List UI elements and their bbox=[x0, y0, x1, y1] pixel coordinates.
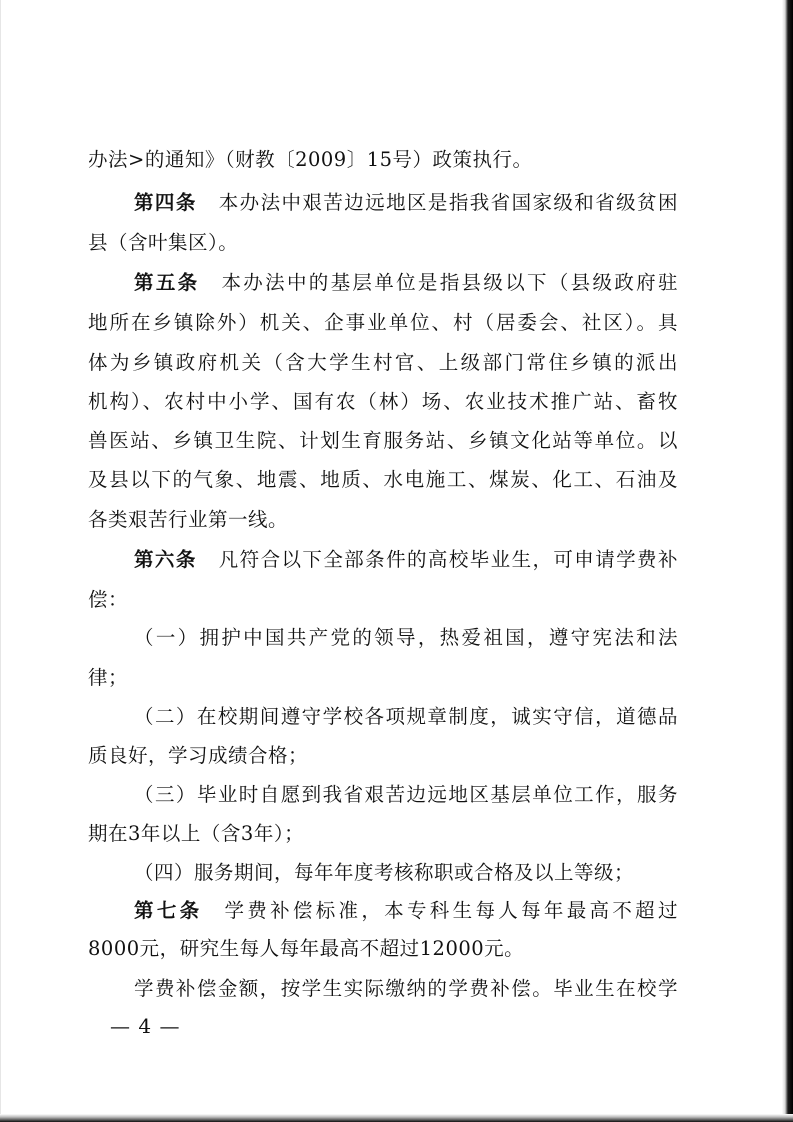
text-line: 机构）、农村中小学、国有农（林）场、农业技术推广站、畜牧 bbox=[88, 390, 678, 413]
text-line: 体为乡镇政府机关（含大学生村官、上级部门常住乡镇的派出 bbox=[88, 351, 678, 374]
article-heading: 第六条 bbox=[134, 548, 197, 571]
article-4-heading-line: 第四条 本办法中艰苦边远地区是指我省国家级和省级贫困 bbox=[134, 191, 678, 214]
text-line: 各类艰苦行业第一线。 bbox=[88, 508, 289, 531]
condition-2-line: （二）在校期间遵守学校各项规章制度，诚实守信，道德品 bbox=[134, 705, 678, 728]
article-7-heading-line: 第七条 学费补偿标准，本专科生每人每年最高不超过 bbox=[134, 899, 678, 922]
text-line: 学费补偿金额，按学生实际缴纳的学费补偿。毕业生在校学 bbox=[134, 977, 678, 1000]
text-line: 律； bbox=[88, 666, 129, 689]
article-heading: 第七条 bbox=[134, 899, 203, 922]
text-line: 8000元，研究生每人每年最高不超过12000元。 bbox=[88, 937, 525, 960]
text-line: 兽医站、乡镇卫生院、计划生育服务站、乡镇文化站等单位。以 bbox=[88, 429, 678, 452]
article-heading: 第四条 bbox=[134, 191, 197, 214]
condition-3-line: （三）毕业时自愿到我省艰苦边远地区基层单位工作，服务 bbox=[134, 783, 678, 806]
text-line: 期在3年以上（含3年）； bbox=[88, 822, 305, 845]
scan-bottom-edge bbox=[0, 1114, 793, 1122]
condition-1-line: （一）拥护中国共产党的领导，热爱祖国，遵守宪法和法 bbox=[134, 626, 678, 649]
scan-right-edge bbox=[782, 0, 793, 1122]
article-5-heading-line: 第五条 本办法中的基层单位是指县级以下（县级政府驻 bbox=[134, 271, 678, 294]
text-line: 偿： bbox=[88, 588, 129, 611]
text-line: 地所在乡镇除外）机关、企事业单位、村（居委会、社区）。具 bbox=[88, 311, 678, 334]
article-6-heading-line: 第六条 凡符合以下全部条件的高校毕业生，可申请学费补 bbox=[134, 548, 678, 571]
page-number: — 4 — bbox=[110, 1014, 181, 1038]
text-line: 质良好，学习成绩合格； bbox=[88, 744, 309, 767]
article-heading: 第五条 bbox=[134, 271, 200, 294]
condition-4-line: （四）服务期间，每年年度考核称职或合格及以上等级； bbox=[134, 861, 635, 884]
text-line: 及县以下的气象、地震、地质、水电施工、煤炭、化工、石油及 bbox=[88, 468, 678, 491]
text-line: 办法>的通知》（财教〔2009〕15号）政策执行。 bbox=[88, 148, 533, 171]
text-line: 县（含叶集区）。 bbox=[88, 231, 239, 254]
